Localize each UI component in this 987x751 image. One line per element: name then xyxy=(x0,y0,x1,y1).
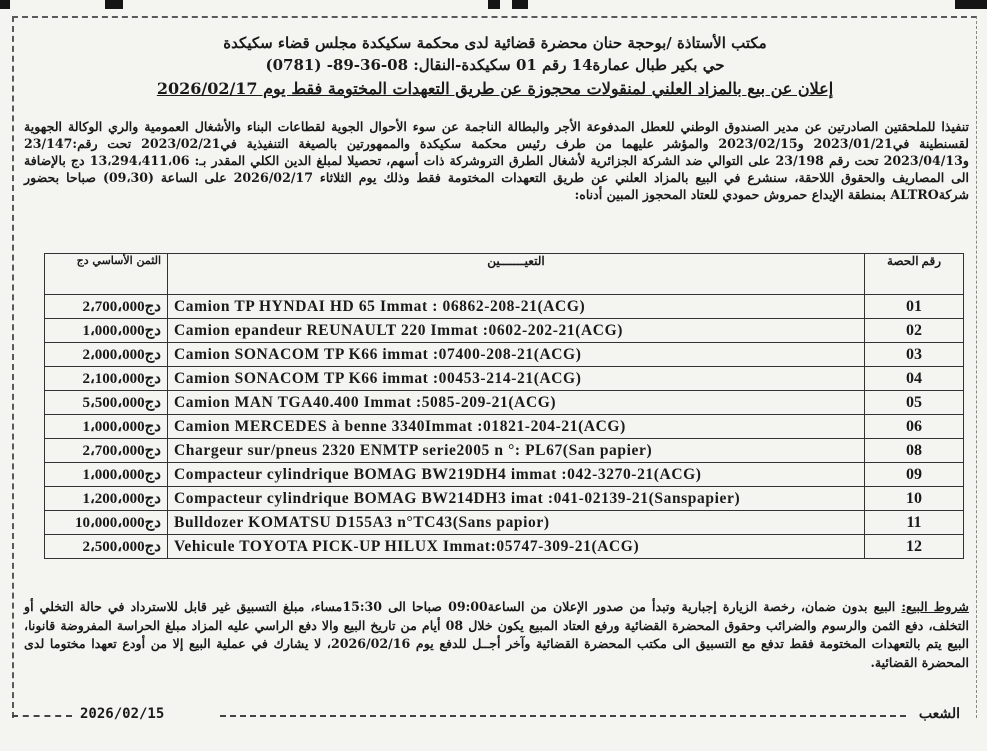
lot-description: Compacteur cylindrique BOMAG BW214DH3 imat :041-02139-21(Sanspapier) xyxy=(168,487,865,511)
office-address: حي بكير طبال عمارة14 رقم 01 سكيكدة-النقال: 08-36-89- (0781) xyxy=(265,56,725,74)
header-lot: رقم الحصة xyxy=(865,254,964,295)
lot-number: 02 xyxy=(865,319,964,343)
lot-price: 2،500،000دج xyxy=(45,535,168,559)
lot-description: Camion epandeur REUNAULT 220 Immat :0602-202-21(ACG) xyxy=(168,319,865,343)
ad-title: إعلان عن بيع بالمزاد العلني لمنقولات محجوزة عن طريق التعهدات المختومة فقط يوم 2026/02/17 xyxy=(156,79,834,98)
table-header-row xyxy=(45,254,964,295)
lot-number: 09 xyxy=(865,463,964,487)
lot-number: 08 xyxy=(865,439,964,463)
publication-name: الشعب xyxy=(918,706,960,722)
table-row xyxy=(45,511,964,535)
lot-number: 04 xyxy=(865,367,964,391)
table-row xyxy=(45,535,964,559)
conditions-title: شروط البيع: xyxy=(901,599,969,614)
table-row xyxy=(45,439,964,463)
lot-description: Camion MAN TGA40.400 Immat :5085-209-21(ACG) xyxy=(168,391,865,415)
conditions-text: البيع بدون ضمان، رخصة الزيارة إجبارية وتبدأ من صدور الإعلان من الساعة09:00 صباحا الى 15:30مساء، مبلغ التسبيق غير قابل للاسترداد في حالة التخلي أو التخلف، دفع الثمن والرسوم والضرائب وحقوق المحضرة القضائية ورفع العتاد المبيع يكون خلال 08 أيام من تاريخ البيع والا دفع الراسي عليه المزاد مبلغ الحراسة المفروضة قانونا، البيع يتم بالتعهدات المختومة فقط تدفع مع التسبيق الى مكتب المحضرة القضائية وآخر أجــل للدفع يوم 2026/02/16، لا يشارك في عملية البيع إلا من أودع تعهدا مختوما لدى المحضرة القضائية. xyxy=(24,599,969,670)
lot-description: Camion SONACOM TP K66 immat :07400-208-21(ACG) xyxy=(168,343,865,367)
lot-price: 1،000،000دج xyxy=(45,463,168,487)
lot-price: 1،200،000دج xyxy=(45,487,168,511)
ad-header xyxy=(20,32,970,100)
header-description: التعيـــــــين xyxy=(168,254,865,295)
lots-table xyxy=(44,253,964,559)
table-row xyxy=(45,295,964,319)
lot-price: 10،000،000دج xyxy=(45,511,168,535)
header-price: الثمن الأساسي دج xyxy=(45,254,168,295)
publication-date: 2026/02/15 xyxy=(80,706,165,722)
lot-description: Camion SONACOM TP K66 immat :00453-214-21(ACG) xyxy=(168,367,865,391)
lot-number: 10 xyxy=(865,487,964,511)
footer-dashed-rule xyxy=(220,715,906,717)
lot-price: 1،000،000دج xyxy=(45,415,168,439)
intro-paragraph: تنفيذا للملحقتين الصادرتين عن مدير الصندوق الوطني للعطل المدفوعة الأجر والبطالة الناجمة عن سوء الأحوال الجوية لقطاعات البناء والأشغال العمومية والري الوكالة الجهوية لقسنطينة في2023/01/21 و2023/02/15 والمؤشر عليهما من طرف رئيس محكمة سكيكدة والممهورتين بالصيغة التنفيذية في2023/02/21 تحت رقم:23/147 و2023/04/13 تحت رقم 23/198 على التوالي ضد الشركة الجزائرية لأشغال الطرق التروشركة ذات أسهم، تحصيلا لمبلغ الدين الكلي المقدر بـ: 13،294،411،06 دج بالإضافة الى المصاريف والحقوق اللاحقة، سنشرع في البيع بالمزاد العلني عن طريق التعهدات المختومة فقط وذلك يوم الثلاثاء 2026/02/17 على الساعة (09،30) صباحا بحضور شركةALTRO بمنطقة الإيداع حمروش حمودي للعتاد المحجوز المبين أدناه: xyxy=(24,119,970,202)
lot-description: Vehicule TOYOTA PICK-UP HILUX Immat:05747-309-21(ACG) xyxy=(168,535,865,559)
lot-description: Bulldozer KOMATSU D155A3 n°TC43(Sans papior) xyxy=(168,511,865,535)
sale-conditions xyxy=(24,598,969,672)
lot-number: 03 xyxy=(865,343,964,367)
table-row xyxy=(45,367,964,391)
lot-description: Camion TP HYNDAI HD 65 Immat : 06862-208-21(ACG) xyxy=(168,295,865,319)
lot-price: 2،000،000دج xyxy=(45,343,168,367)
lot-number: 05 xyxy=(865,391,964,415)
lot-price: 2،100،000دج xyxy=(45,367,168,391)
table-row xyxy=(45,343,964,367)
lot-description: Compacteur cylindrique BOMAG BW219DH4 immat :042-3270-21(ACG) xyxy=(168,463,865,487)
table-row xyxy=(45,391,964,415)
lot-number: 06 xyxy=(865,415,964,439)
lot-price: 2،700،000دج xyxy=(45,295,168,319)
lot-number: 01 xyxy=(865,295,964,319)
footer-end-rule xyxy=(12,715,72,717)
previous-ad-edge xyxy=(0,0,987,14)
table-row xyxy=(45,487,964,511)
lot-description: Chargeur sur/pneus 2320 ENMTP serie2005 n °: PL67(San papier) xyxy=(168,439,865,463)
table-row xyxy=(45,415,964,439)
table-row xyxy=(45,463,964,487)
lot-description: Camion MERCEDES à benne 3340Immat :01821-204-21(ACG) xyxy=(168,415,865,439)
table-row xyxy=(45,319,964,343)
lot-number: 12 xyxy=(865,535,964,559)
office-name: مكتب الأستاذة /بوحجة حنان محضرة قضائية لدى محكمة سكيكدة مجلس قضاء سكيكدة xyxy=(223,34,767,52)
footer xyxy=(30,706,960,726)
lot-price: 1،000،000دج xyxy=(45,319,168,343)
lot-number: 11 xyxy=(865,511,964,535)
lot-price: 5،500،000دج xyxy=(45,391,168,415)
lot-price: 2،700،000دج xyxy=(45,439,168,463)
